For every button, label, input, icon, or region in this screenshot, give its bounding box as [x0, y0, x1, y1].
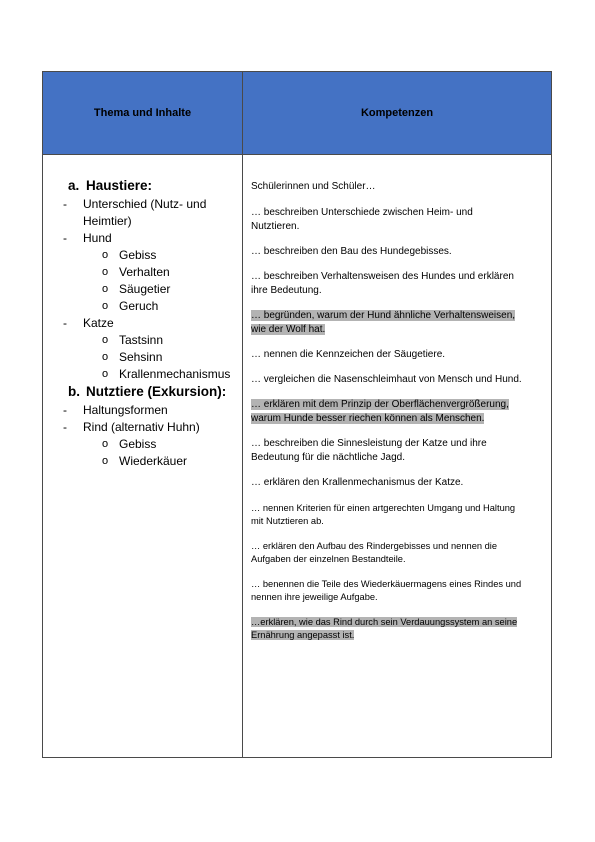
- dash-bullet: -: [63, 231, 67, 245]
- circle-bullet: o: [102, 455, 109, 467]
- list-item-text: Unterschied (Nutz- und: [83, 197, 207, 211]
- circle-bullet: o: [102, 249, 109, 261]
- section-title-nutztiere: Nutztiere (Exkursion):: [86, 384, 227, 399]
- dash-bullet: -: [63, 197, 67, 211]
- competency-item: [251, 373, 547, 387]
- competency-item: [251, 437, 547, 465]
- circle-bullet: o: [102, 438, 109, 450]
- section-title-haustiere: Haustiere:: [86, 178, 153, 193]
- competency-item: [251, 476, 547, 490]
- competency-item: [251, 270, 547, 298]
- competency-line: … begründen, warum der Hund ähnliche Verhaltensweisen,: [251, 310, 516, 321]
- list-item: [43, 315, 242, 332]
- competency-line: … erklären den Aufbau des Rindergebisses und nennen die: [251, 541, 498, 551]
- curriculum-table: [42, 71, 552, 758]
- competency-line: … beschreiben den Bau des Hundegebisses.: [251, 246, 452, 257]
- header-kompetenzen: Kompetenzen: [360, 107, 434, 119]
- competency-line: Aufgaben der einzelnen Bestandteile.: [251, 554, 406, 564]
- competency-line: … beschreiben Unterschiede zwischen Heim- und: [251, 207, 473, 218]
- competency-item: [251, 245, 547, 259]
- competency-line: … nennen die Kennzeichen der Säugetiere.: [251, 349, 446, 360]
- list-item: [43, 213, 242, 230]
- competency-line: … beschreiben Verhaltensweisen des Hundes und erklären: [251, 271, 514, 282]
- competency-item: [251, 540, 547, 566]
- sub-list-item: [43, 366, 242, 383]
- circle-bullet: o: [102, 266, 109, 278]
- competency-line: warum Hunde besser riechen können als Menschen.: [251, 413, 485, 424]
- sub-list-item: [43, 332, 242, 349]
- competency-line: … erklären mit dem Prinzip der Oberflächenvergrößerung,: [251, 399, 509, 410]
- circle-bullet: o: [102, 283, 109, 295]
- sub-item-text: Gebiss: [119, 437, 157, 451]
- list-item-text: Rind (alternativ Huhn): [83, 420, 200, 434]
- competencies-column: [251, 180, 547, 642]
- competency-line: nennen ihre jeweilige Aufgabe.: [251, 592, 378, 602]
- dash-bullet: -: [63, 403, 67, 417]
- sub-list-item: [43, 247, 242, 264]
- header-thema: Thema und Inhalte: [93, 107, 192, 119]
- sub-list-item: [43, 453, 242, 470]
- competency-item-highlighted: [251, 309, 547, 337]
- list-item: [43, 196, 242, 213]
- competency-line: … erklären den Krallenmechanismus der Katze.: [251, 477, 464, 488]
- sub-list-item: [43, 436, 242, 453]
- competency-item: [251, 578, 547, 604]
- sub-list-item: [43, 281, 242, 298]
- section-nutztiere: [43, 383, 242, 402]
- sub-item-text: Krallenmechanismus: [119, 367, 231, 381]
- list-item-text: Haltungsformen: [83, 403, 168, 417]
- list-item-text: Heimtier): [83, 214, 132, 228]
- circle-bullet: o: [102, 368, 109, 380]
- circle-bullet: o: [102, 334, 109, 346]
- themes-column: [43, 177, 242, 470]
- section-label-b: b.: [68, 384, 80, 399]
- dash-bullet: -: [63, 420, 67, 434]
- competency-item-highlighted: [251, 398, 547, 426]
- sub-item-text: Gebiss: [119, 248, 157, 262]
- competency-item-highlighted: [251, 616, 547, 642]
- competency-line: Nutztieren.: [251, 221, 300, 232]
- list-item-text: Hund: [83, 231, 112, 245]
- competency-item: [251, 502, 547, 528]
- sub-item-text: Sehsinn: [119, 350, 163, 364]
- sub-item-text: Tastsinn: [119, 333, 164, 347]
- competency-line: … benennen die Teile des Wiederkäuermagens eines Rindes und: [251, 579, 522, 589]
- sub-item-text: Wiederkäuer: [119, 454, 188, 468]
- competency-item: [251, 348, 547, 362]
- competency-line: …erklären, wie das Rind durch sein Verdauungssystem an seine: [251, 617, 518, 627]
- section-label-a: a.: [68, 178, 80, 193]
- sub-item-text: Säugetier: [119, 282, 171, 296]
- competency-line: wie der Wolf hat.: [251, 324, 326, 335]
- competency-line: … vergleichen die Nasenschleimhaut von Mensch und Hund.: [251, 374, 522, 385]
- circle-bullet: o: [102, 300, 109, 312]
- sub-list-item: [43, 349, 242, 366]
- list-item: [43, 419, 242, 436]
- column-divider: [242, 72, 243, 757]
- sub-list-item: [43, 264, 242, 281]
- competency-line: Bedeutung für die nächtliche Jagd.: [251, 452, 405, 463]
- list-item: [43, 230, 242, 247]
- intro-text: Schülerinnen und Schüler…: [251, 181, 376, 192]
- list-item: [43, 402, 242, 419]
- competency-line: ihre Bedeutung.: [251, 285, 322, 296]
- competency-line: Ernährung angepasst ist.: [251, 630, 355, 640]
- competency-line: … beschreiben die Sinnesleistung der Katze und ihre: [251, 438, 487, 449]
- sub-item-text: Geruch: [119, 299, 159, 313]
- competency-line: … nennen Kriterien für einen artgerechten Umgang und Haltung: [251, 503, 516, 513]
- competency-item: [251, 206, 547, 234]
- section-haustiere: [43, 177, 242, 196]
- circle-bullet: o: [102, 351, 109, 363]
- sub-list-item: [43, 298, 242, 315]
- list-item-text: Katze: [83, 316, 114, 330]
- sub-item-text: Verhalten: [119, 265, 170, 279]
- competency-line: mit Nutztieren ab.: [251, 516, 324, 526]
- dash-bullet: -: [63, 316, 67, 330]
